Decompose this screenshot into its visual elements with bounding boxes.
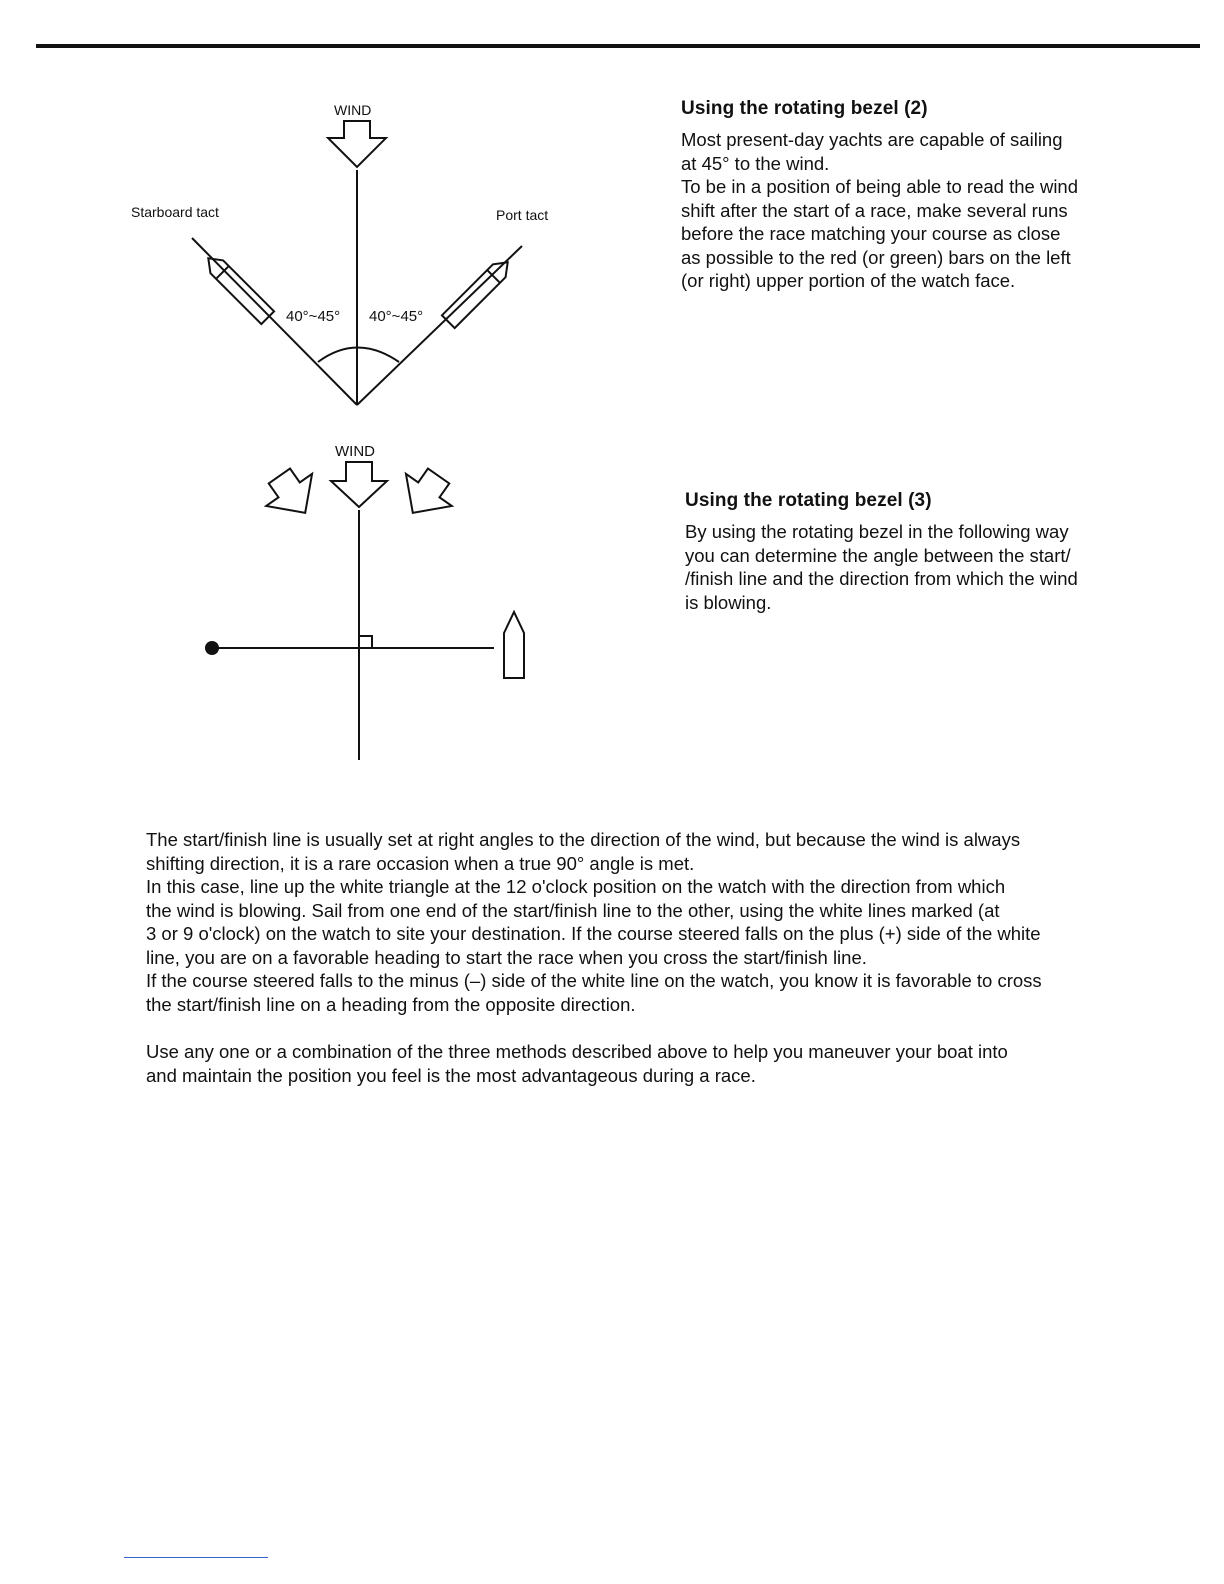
body-line: and maintain the position you feel is the most advantageous during a race.	[146, 1064, 756, 1086]
wind-arrow-center-icon	[331, 462, 387, 507]
body-line: The start/finish line is usually set at right angles to the direction of the wind, but because the wind is always	[146, 829, 1021, 850]
section-rotating-bezel-3	[685, 490, 1155, 614]
section3-line: is blowing.	[685, 591, 772, 613]
committee-boat-icon	[504, 612, 524, 678]
body-paragraph-1	[146, 828, 1126, 1016]
wind-arrow-right-icon	[390, 460, 462, 529]
wind-arrow-icon	[328, 121, 386, 167]
section2-line: as possible to the red (or green) bars on the left	[681, 246, 1071, 268]
section3-line: you can determine the angle between the start/	[685, 544, 1071, 566]
body-line: Use any one or a combination of the three methods described above to help you maneuver your boat into	[146, 1041, 1008, 1062]
section3-line: /finish line and the direction from which the wind	[685, 568, 1078, 589]
section3-heading: Using the rotating bezel (3)	[685, 490, 932, 511]
body-line: line, you are on a favorable heading to start the race when you cross the start/finish line.	[146, 946, 867, 968]
body-line: 3 or 9 o'clock) on the watch to site your destination. If the course steered falls on the plus (+) side of the white	[146, 923, 1041, 944]
section2-line: (or right) upper portion of the watch face.	[681, 270, 1016, 291]
angle-label-right: 40°~45°	[369, 308, 424, 325]
section2-line: To be in a position of being able to read the wind	[681, 176, 1079, 197]
body-paragraph-2	[146, 1040, 1126, 1087]
section2-line: Most present-day yachts are capable of sailing	[681, 129, 1063, 150]
section2-line: before the race matching your course as close	[681, 223, 1061, 244]
section2-heading: Using the rotating bezel (2)	[681, 98, 928, 119]
body-line: the wind is blowing. Sail from one end of the start/finish line to the other, using the white lines marked (at	[146, 899, 1000, 921]
port-tack-line	[357, 246, 522, 405]
starboard-tact-label: Starboard tact	[131, 204, 219, 220]
wind-label-top: WIND	[334, 102, 372, 118]
section2-line: at 45° to the wind.	[681, 152, 830, 174]
angle-arc	[318, 348, 399, 363]
body-text	[146, 828, 1126, 1087]
port-tact-label: Port tact	[496, 207, 549, 223]
angle-label-left: 40°~45°	[286, 308, 341, 325]
body-line: In this case, line up the white triangle at the 12 o'clock position on the watch with the direction from which	[146, 876, 1006, 897]
body-line: If the course steered falls to the minus (–) side of the white line on the watch, you know it is favorable to cross	[146, 970, 1042, 991]
starboard-boat-icon	[202, 252, 274, 324]
section3-line: By using the rotating bezel in the following way	[685, 521, 1069, 542]
port-boat-icon	[442, 256, 514, 328]
section2-line: shift after the start of a race, make several runs	[681, 199, 1068, 221]
pin-buoy-icon	[205, 641, 219, 655]
wind-arrow-left-icon	[256, 460, 328, 529]
bottom-rule	[124, 1557, 268, 1558]
section-rotating-bezel-2	[681, 98, 1151, 293]
wind-label-bottom: WIND	[335, 443, 375, 460]
body-line: the start/finish line on a heading from the opposite direction.	[146, 993, 636, 1015]
body-line: shifting direction, it is a rare occasion when a true 90° angle is met.	[146, 852, 695, 874]
right-angle-marker	[359, 636, 372, 648]
